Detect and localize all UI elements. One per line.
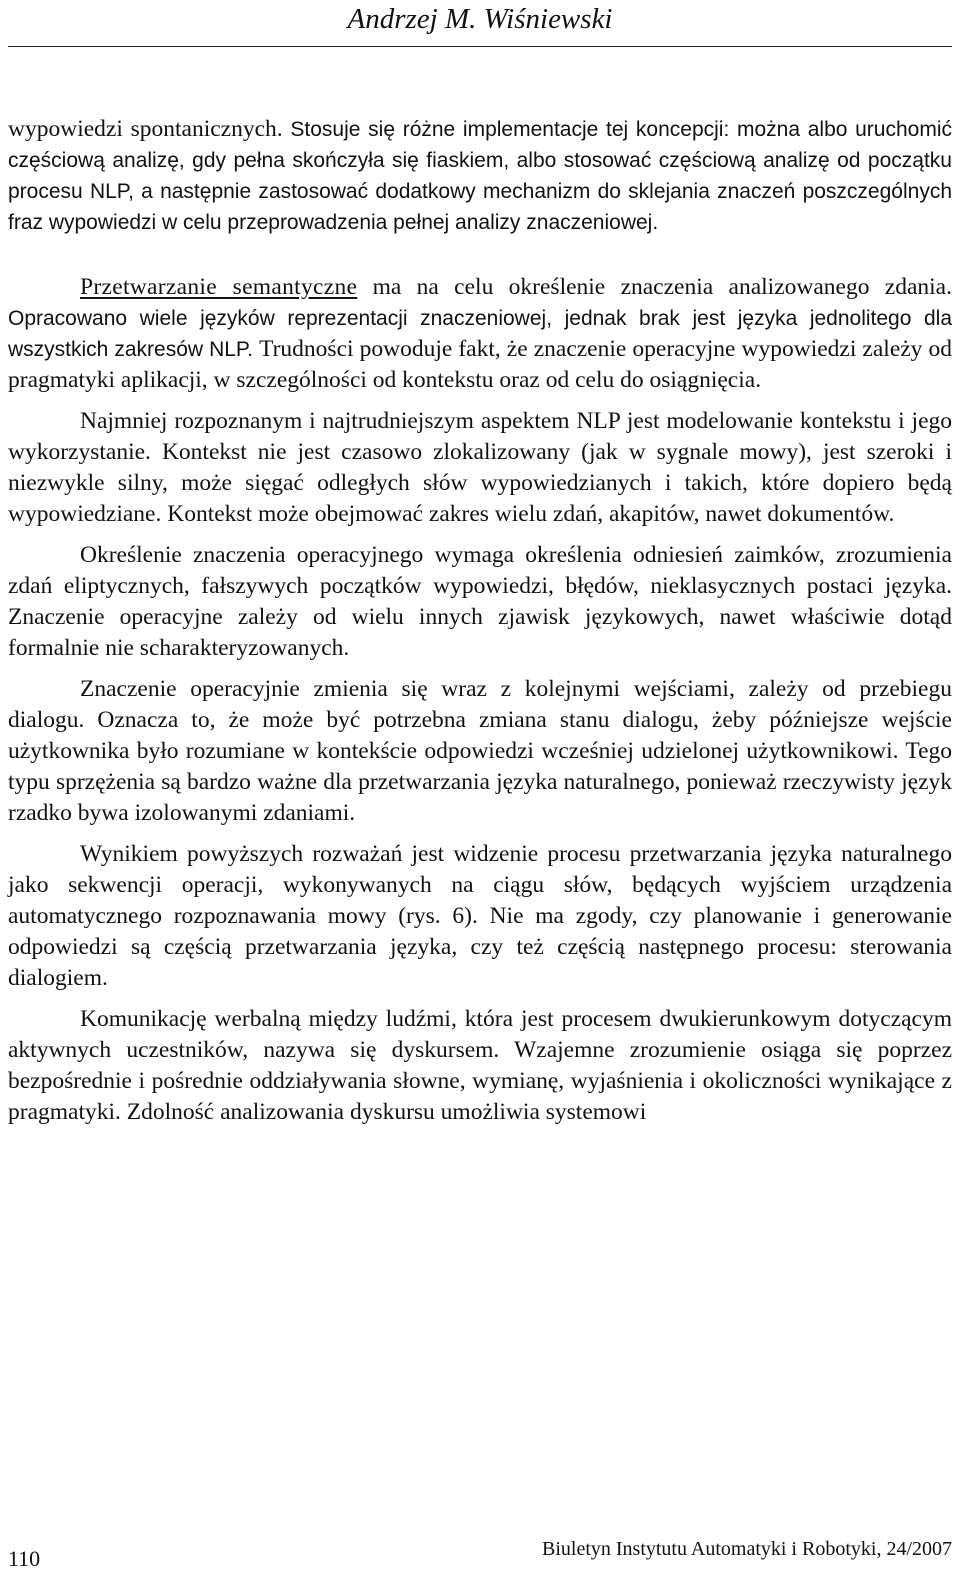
journal-title: Biuletyn Instytutu Automatyki i Robotyki, 24/2007 bbox=[541, 1538, 952, 1560]
paragraph-7: Komunikację werbalną między ludźmi, która jest procesem dwukierunkowym dotyczącym aktywnych uczestników, nazywa się dyskursem. Wzajemne zrozumienie osiąga się poprzez bezpośrednie i pośrednie oddziaływania słowne, wymianę, wyjaśnienia i okoliczności wynikające z pragmatyki. Zdolność analizowania dyskursu umożliwia systemowi bbox=[8, 1006, 952, 1125]
paragraph-2-sans-text: Opracowano wiele języków reprezentacji znaczeniowej, jednak brak jest języka jednolitego dla wszystkich zakresów NLP. bbox=[8, 307, 952, 361]
term-semantic-processing: Przetwarzanie semantyczne bbox=[80, 274, 358, 300]
header-rule bbox=[8, 46, 952, 47]
paragraph-1-serif-text: wypowiedzi spontanicznych. bbox=[8, 116, 291, 142]
body-text bbox=[8, 114, 952, 1138]
paragraph-3 bbox=[8, 406, 952, 530]
paragraph-3-text-b: Kontekst nie jest czasowo zlokalizowany (jak w sygnale mowy), jest szeroki i niezwykle silny, może sięgać odległych słów wypowiedzianych i takich, które dopiero będą wypowiedziane. Kontekst może obejmować zakres wielu zdań, akapitów, nawet dokumentów. bbox=[8, 439, 952, 527]
paragraph-2-text-a: ma na celu określenie znaczenia analizowanego zdania. bbox=[357, 274, 952, 300]
running-header-author: Andrzej M. Wiśniewski bbox=[347, 3, 613, 35]
paragraph-2-text-c: Trudności powoduje fakt, że znaczenie operacyjne wypowiedzi zależy od pragmatyki aplikacji, w szczególności od kontekstu oraz od celu do osiągnięcia. bbox=[8, 336, 952, 393]
paragraph-1 bbox=[8, 114, 952, 238]
paragraph-6: Wynikiem powyższych rozważań jest widzenie procesu przetwarzania języka naturalnego jako sekwencji operacji, wykonywanych na ciągu słów, będących wyjściem urządzenia automatycznego rozpoznawania mowy (rys. 6). Nie ma zgody, czy planowanie i generowanie odpowiedzi są częścią przetwarzania języka, czy też częścią następnego procesu: sterowania dialogiem. bbox=[8, 841, 952, 991]
paragraph-2 bbox=[8, 272, 952, 396]
paragraph-5: Znaczenie operacyjnie zmienia się wraz z kolejnymi wejściami, zależy od przebiegu dialogu. Oznacza to, że może być potrzebna zmiana stanu dialogu, żeby późniejsze wejście użytkownika było rozumiane w kontekście odpowiedzi wcześniej udzielonej użytkownikowi. Tego typu sprzężenia są bardzo ważne dla przetwarzania języka naturalnego, ponieważ rzeczywisty język rzadko bywa izolowanymi zdaniami. bbox=[8, 676, 952, 826]
paragraph-3-text-a: Najmniej rozpoznanym i najtrudniejszym aspektem NLP jest modelowanie kontekstu i jego wykorzystanie. bbox=[8, 408, 952, 465]
paragraph-1-sans-text: Stosuje się różne implementacje tej koncepcji: można albo uruchomić częściową analizę, gdy pełna skończyła się fiaskiem, albo stosować częściową analizę od początku procesu NLP, a następnie zastosować dodatkowy mechanizm do sklejania znaczeń poszczególnych fraz wypowiedzi w celu przeprowadzenia pełnej analizy znaczeniowej. bbox=[8, 118, 952, 234]
paragraph-4: Określenie znaczenia operacyjnego wymaga określenia odniesień zaimków, zrozumienia zdań eliptycznych, fałszywych początków wypowiedzi, błędów, nieklasycznych postaci języka. Znaczenie operacyjne zależy od wielu innych zjawisk językowych, nawet właściwie dotąd formalnie nie scharakteryzowanych. bbox=[8, 542, 952, 661]
page-number: 110 bbox=[8, 1546, 41, 1571]
page-footer bbox=[8, 1536, 952, 1576]
